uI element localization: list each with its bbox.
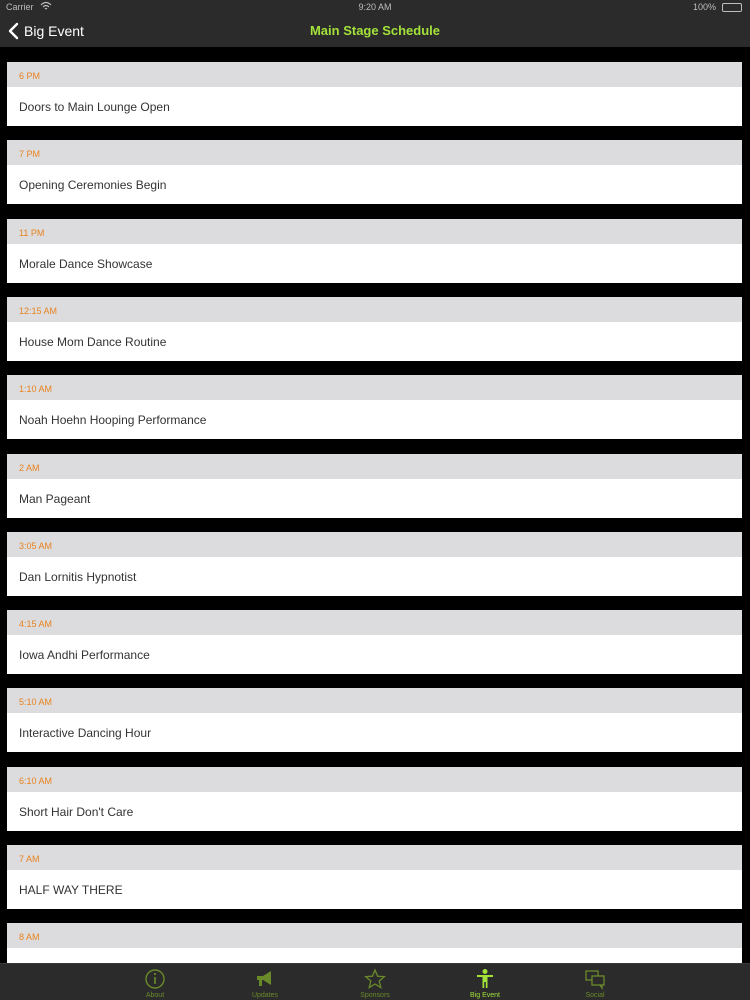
schedule-item[interactable]	[7, 532, 742, 596]
navigation-bar	[0, 14, 750, 47]
status-bar	[0, 0, 750, 14]
schedule-item[interactable]	[7, 219, 742, 283]
schedule-list[interactable]	[0, 47, 750, 963]
battery-percent: 100%	[692, 2, 716, 12]
tab-social[interactable]	[550, 964, 640, 1000]
schedule-time: 7 AM	[7, 845, 742, 870]
schedule-item[interactable]	[7, 375, 742, 439]
schedule-event-title: Opening Ceremonies Begin	[7, 165, 742, 204]
megaphone-icon	[254, 968, 276, 990]
battery-icon	[722, 3, 742, 12]
info-icon	[144, 968, 166, 990]
schedule-event-title: Iowa Andhi Performance	[7, 635, 742, 674]
tab-label: About	[145, 992, 165, 999]
tab-bar	[0, 963, 750, 1000]
tab-label: Updates	[251, 992, 279, 999]
star-icon	[364, 968, 386, 990]
schedule-event-title: Short Hair Don't Care	[7, 792, 742, 831]
schedule-event-title: House Mom Dance Routine	[7, 322, 742, 361]
schedule-item[interactable]	[7, 845, 742, 909]
schedule-item[interactable]	[7, 140, 742, 204]
schedule-event-title: Doors to Main Lounge Open	[7, 87, 742, 126]
tab-label: Social	[585, 992, 605, 999]
schedule-time: 7 PM	[7, 140, 742, 165]
page-title: Main Stage Schedule	[309, 23, 441, 38]
tab-updates[interactable]	[220, 964, 310, 1000]
schedule-time: 1:10 AM	[7, 375, 742, 400]
schedule-item[interactable]	[7, 297, 742, 361]
schedule-item[interactable]	[7, 610, 742, 674]
schedule-item[interactable]	[7, 454, 742, 518]
schedule-time: 6:10 AM	[7, 767, 742, 792]
tab-label: Big Event	[470, 992, 500, 999]
schedule-event-title: Interactive Dancing Hour	[7, 713, 742, 752]
schedule-time: 6 PM	[7, 62, 742, 87]
back-button-label: Big Event	[24, 23, 84, 39]
tab-sponsors[interactable]	[330, 964, 420, 1000]
schedule-item[interactable]	[7, 688, 742, 752]
schedule-event-title: Man Pageant	[7, 479, 742, 518]
schedule-event-title	[7, 948, 742, 963]
tab-about[interactable]	[110, 964, 200, 1000]
schedule-event-title: Dan Lornitis Hypnotist	[7, 557, 742, 596]
chat-bubbles-icon	[584, 968, 606, 990]
schedule-event-title: Noah Hoehn Hooping Performance	[7, 400, 742, 439]
schedule-item[interactable]	[7, 767, 742, 831]
schedule-time: 2 AM	[7, 454, 742, 479]
tab-big-event[interactable]	[440, 964, 530, 1000]
schedule-time: 3:05 AM	[7, 532, 742, 557]
schedule-time: 11 PM	[7, 219, 742, 244]
schedule-time: 5:10 AM	[7, 688, 742, 713]
carrier-label: Carrier	[6, 2, 34, 12]
schedule-time: 8 AM	[7, 923, 742, 948]
schedule-event-title: HALF WAY THERE	[7, 870, 742, 909]
schedule-item[interactable]	[7, 62, 742, 126]
person-icon	[474, 968, 496, 990]
status-time: 9:20 AM	[358, 2, 392, 12]
schedule-item[interactable]	[7, 923, 742, 963]
schedule-event-title: Morale Dance Showcase	[7, 244, 742, 283]
schedule-time: 12:15 AM	[7, 297, 742, 322]
schedule-time: 4:15 AM	[7, 610, 742, 635]
tab-label: Sponsors	[360, 992, 390, 999]
